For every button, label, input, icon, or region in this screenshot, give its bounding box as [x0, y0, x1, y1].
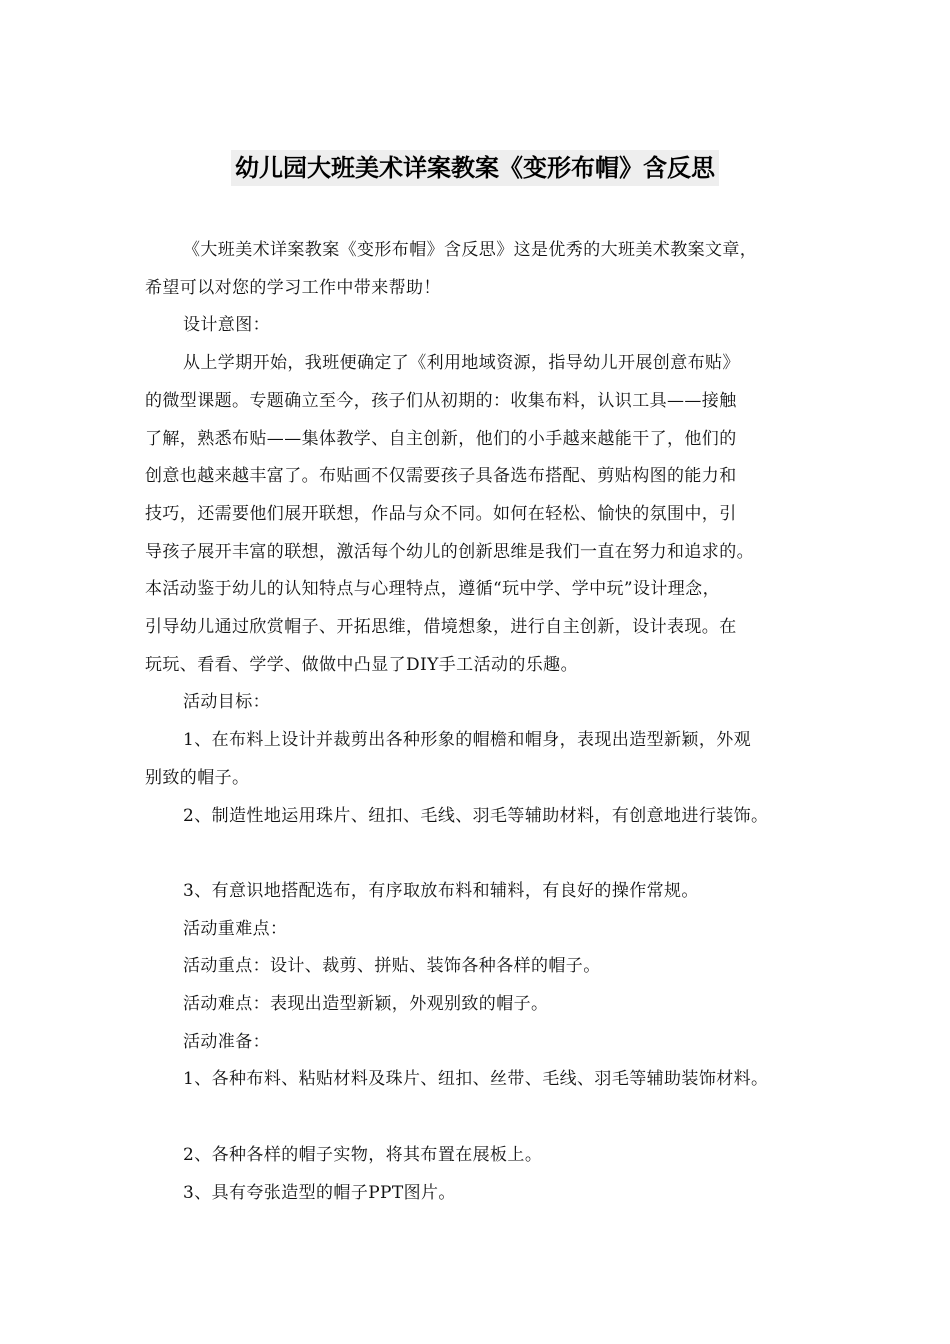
- intro-line-2: 希望可以对您的学习工作中带来帮助！: [145, 277, 441, 298]
- section-heading-preparation: 活动准备：: [183, 1031, 270, 1052]
- objective-item-2: 2、制造性地运用珠片、纽扣、毛线、羽毛等辅助材料，有创意地进行装饰。: [183, 805, 769, 826]
- preparation-item-2: 2、各种各样的帽子实物，将其布置在展板上。: [183, 1144, 543, 1165]
- intro-line-1: 《大班美术详案教案《变形布帽》含反思》这是优秀的大班美术教案文章，: [183, 240, 758, 260]
- paragraph-gap: [145, 1099, 825, 1137]
- design-intent-line: 本活动鉴于幼儿的认知特点与心理特点，遵循“玩中学、学中玩”设计理念，: [145, 579, 720, 600]
- design-intent-line: 技巧，还需要他们展开联想，作品与众不同。如何在轻松、愉快的氛围中，引: [145, 503, 737, 524]
- objective-item-1: 1、在布料上设计并裁剪出各种形象的帽檐和帽身，表现出造型新颖，外观: [183, 730, 752, 751]
- design-intent-line: 的微型课题。专题确立至今，孩子们从初期的：收集布料，认识工具——接触: [145, 390, 737, 411]
- key-point-difficulty: 活动难点：表现出造型新颖，外观别致的帽子。: [183, 994, 549, 1015]
- design-intent-line: 玩玩、看看、学学、做做中凸显了DIY手工活动的乐趣。: [145, 654, 578, 675]
- document-body: [145, 232, 825, 1212]
- design-intent-line: 导孩子展开丰富的联想，激活每个幼儿的创新思维是我们一直在努力和追求的。: [145, 541, 754, 562]
- preparation-item-3: 3、具有夸张造型的帽子PPT图片。: [183, 1182, 456, 1203]
- document-title-block: [0, 150, 950, 186]
- design-intent-line: 从上学期开始，我班便确定了《利用地域资源，指导幼儿开展创意布贴》: [183, 353, 740, 374]
- paragraph-gap: [145, 835, 825, 873]
- design-intent-line: 了解，熟悉布贴——集体教学、自主创新，他们的小手越来越能干了，他们的: [145, 428, 737, 449]
- section-heading-key-points: 活动重难点：: [183, 918, 288, 939]
- section-heading-objectives: 活动目标：: [183, 692, 270, 713]
- document-title: 幼儿园大班美术详案教案《变形布帽》含反思: [231, 150, 719, 186]
- design-intent-line: 引导幼儿通过欣赏帽子、开拓思维，借境想象，进行自主创新，设计表现。在: [145, 617, 737, 638]
- section-heading-design-intent: 设计意图：: [183, 315, 270, 336]
- objective-item-3: 3、有意识地搭配选布，有序取放布料和辅料，有良好的操作常规。: [183, 880, 699, 901]
- objective-item-1-cont: 别致的帽子。: [145, 767, 250, 788]
- preparation-item-1: 1、各种布料、粘贴材料及珠片、纽扣、丝带、毛线、羽毛等辅助装饰材料。: [183, 1069, 769, 1090]
- key-point-focus: 活动重点：设计、裁剪、拼贴、装饰各种各样的帽子。: [183, 956, 601, 977]
- design-intent-line: 创意也越来越丰富了。布贴画不仅需要孩子具备选布搭配、剪贴构图的能力和: [145, 466, 737, 487]
